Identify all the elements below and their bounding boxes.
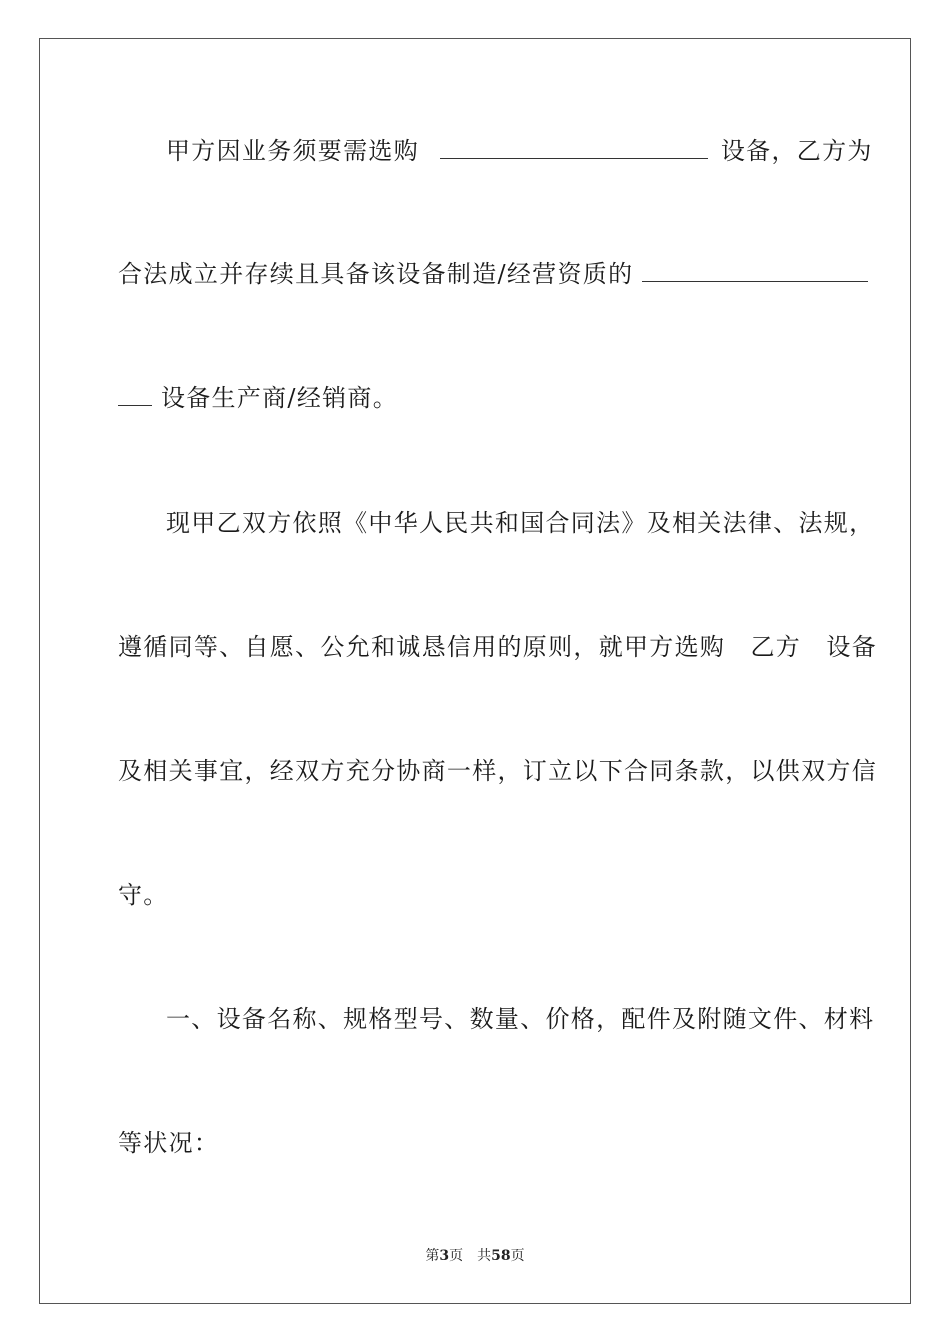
text: 遵循同等、自愿、公允和诚恳信用的原则，就甲方选购 乙方 设备 xyxy=(118,633,877,661)
text: 等状况： xyxy=(118,1129,220,1157)
paragraph-2-line-1 xyxy=(166,508,875,538)
paragraph-1-line-1 xyxy=(166,136,873,166)
section-1-heading-line-2 xyxy=(118,1128,834,1158)
text: 守。 xyxy=(118,881,169,909)
text: 一、设备名称、规格型号、数量、价格，配件及附随文件、材料 xyxy=(166,1005,875,1033)
text: 现甲乙双方依照《中华人民共和国合同法》及相关法律、法规， xyxy=(166,509,875,537)
paragraph-2-line-4 xyxy=(118,880,834,910)
footer-total-pages: 58 xyxy=(491,1248,511,1264)
paragraph-1-line-2 xyxy=(118,259,834,289)
footer-prefix: 第 xyxy=(425,1248,440,1264)
footer-suffix: 页 xyxy=(510,1248,525,1264)
fill-blank-equipment[interactable] xyxy=(440,136,708,159)
footer-page-number: 3 xyxy=(439,1248,450,1264)
fill-blank-supplier-cont[interactable] xyxy=(118,383,152,406)
page-footer xyxy=(0,1245,950,1265)
text: 设备，乙方为 xyxy=(720,137,873,165)
paragraph-1-line-3 xyxy=(118,383,834,413)
footer-mid: 页 共 xyxy=(449,1248,492,1264)
page-border xyxy=(39,38,911,1304)
text: 甲方因业务须要需选购 xyxy=(166,137,419,165)
paragraph-2-line-3 xyxy=(118,756,877,786)
text: 合法成立并存续且具备该设备制造/经营资质的 xyxy=(118,260,634,288)
paragraph-2-line-2 xyxy=(118,632,877,662)
fill-blank-supplier[interactable] xyxy=(642,259,868,282)
text: 设备生产商/经销商。 xyxy=(160,384,399,412)
text: 及相关事宜，经双方充分协商一样，订立以下合同条款，以供双方信 xyxy=(118,757,877,785)
section-1-heading-line-1 xyxy=(166,1004,875,1034)
